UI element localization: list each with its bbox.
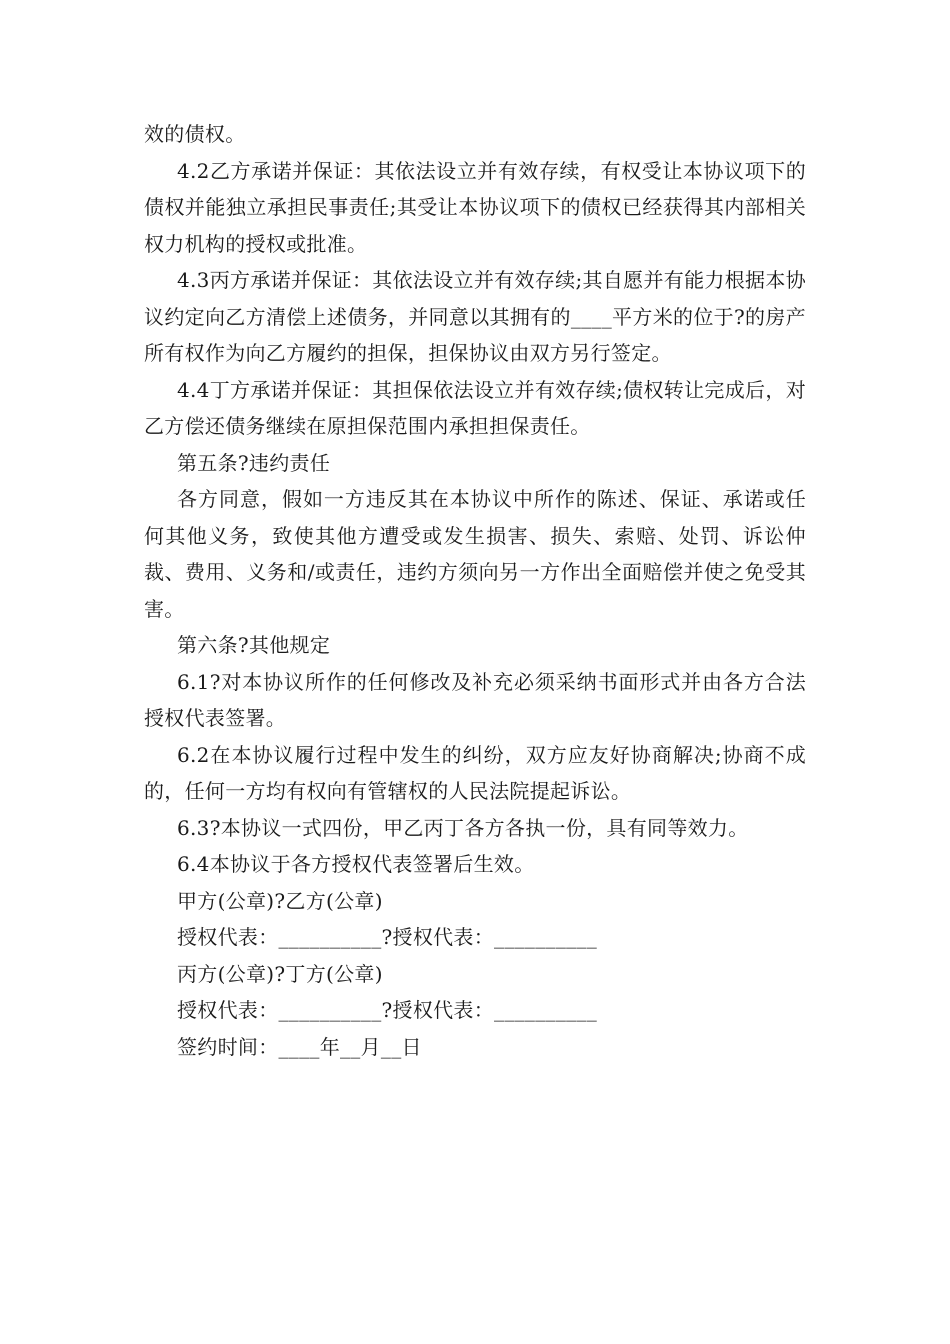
document-body (144, 116, 806, 1065)
paragraph-4-3: 4.3丙方承诺并保证：其依法设立并有效存续;其自愿并有能力根据本协议约定向乙方清偿上述债务，并同意以其拥有的____平方米的位于?的房产所有权作为向乙方履约的担保，担保协议由双方另行签定。 (144, 268, 806, 365)
signature-party-a-b-seal: 甲方(公章)?乙方(公章) (177, 888, 383, 913)
signature-party-c-d-representative: 授权代表：__________?授权代表：__________ (177, 998, 598, 1022)
paragraph-continuation: 效的债权。 (144, 122, 246, 146)
signature-party-c-d-seal: 丙方(公章)?丁方(公章) (177, 961, 383, 986)
paragraph-4-2: 4.2乙方承诺并保证：其依法设立并有效存续，有权受让本协议项下的债权并能独立承担民事责任;其受让本协议项下的债权已经获得其内部相关权力机构的授权或批准。 (144, 158, 806, 256)
heading-article-5: 第五条?违约责任 (177, 450, 331, 475)
signing-date: 签约时间：____年__月__日 (177, 1034, 422, 1059)
paragraph-article-5-body: 各方同意，假如一方违反其在本协议中所作的陈述、保证、承诺或任何其他义务，致使其他方遭受或发生损害、损失、索赔、处罚、诉讼仲裁、费用、义务和/或责任，违约方须向另一方作出全面赔偿并使之免受其害。 (144, 487, 806, 621)
paragraph-6-2: 6.2在本协议履行过程中发生的纠纷，双方应友好协商解决;协商不成的，任何一方均有权向有管辖权的人民法院提起诉讼。 (144, 742, 806, 803)
paragraph-6-3: 6.3?本协议一式四份，甲乙丙丁各方各执一份，具有同等效力。 (177, 815, 749, 840)
signature-party-a-b-representative: 授权代表：__________?授权代表：__________ (177, 925, 598, 949)
paragraph-6-1: 6.1?对本协议所作的任何修改及补充必须采纳书面形式并由各方合法授权代表签署。 (144, 669, 806, 730)
paragraph-6-4: 6.4本协议于各方授权代表签署后生效。 (177, 852, 535, 876)
paragraph-4-4: 4.4丁方承诺并保证：其担保依法设立并有效存续;债权转让完成后，对乙方偿还债务继续在原担保范围内承担担保责任。 (144, 377, 806, 438)
heading-article-6: 第六条?其他规定 (177, 633, 331, 657)
